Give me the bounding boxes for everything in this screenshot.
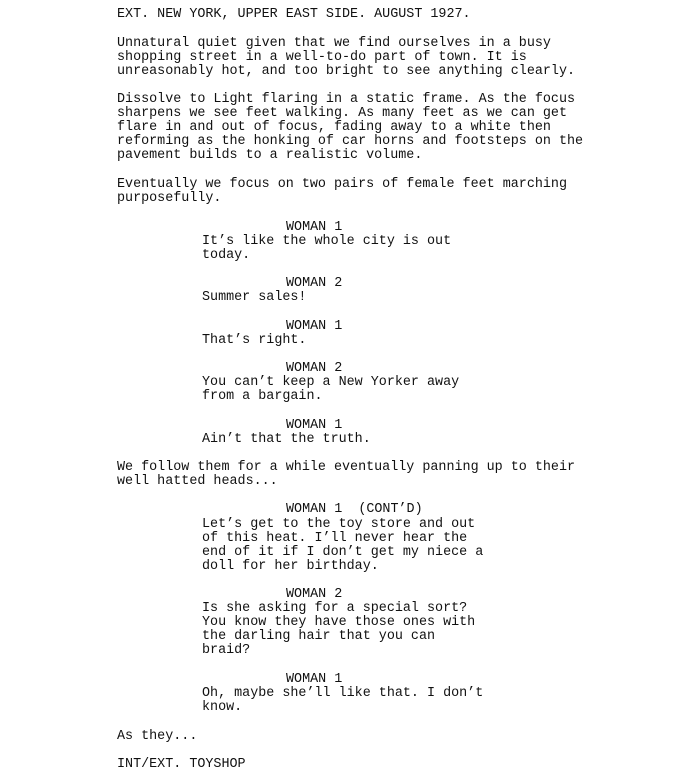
character-name: WOMAN 1 — [286, 672, 343, 687]
character-name: WOMAN 1 — [286, 319, 343, 334]
character-name: WOMAN 2 — [286, 587, 343, 602]
action-paragraph: We follow them for a while eventually panning up to their well hatted heads... — [117, 460, 576, 490]
character-name: WOMAN 1 — [286, 418, 343, 433]
dialogue-line: Let’s get to the toy store and out of this heat. I’ll never hear the end of it if I don’t get my niece a doll for her birthday. — [202, 517, 484, 575]
dialogue-line: Summer sales! — [202, 290, 307, 305]
character-name: WOMAN 1 — [286, 220, 343, 235]
action-paragraph: Unnatural quiet given that we find ourselves in a busy shopping street in a well-to-do part of town. It is unreasonably hot, and too bright to see anything clearly. — [117, 36, 576, 80]
action-paragraph: As they... — [117, 729, 198, 744]
action-paragraph: Dissolve to Light flaring in a static frame. As the focus sharpens we see feet walking. As many feet as we can get flare in and out of focus, fading away to a white then reforming as the honking of car horns and footsteps on the pavement builds to a realistic volume. — [117, 92, 584, 164]
character-name: WOMAN 2 — [286, 276, 343, 291]
dialogue-line: That’s right. — [202, 333, 307, 348]
dialogue-line: Oh, maybe she’ll like that. I don’t know. — [202, 686, 484, 716]
scene-heading: EXT. NEW YORK, UPPER EAST SIDE. AUGUST 1927. — [117, 7, 471, 22]
scene-heading: INT/EXT. TOYSHOP — [117, 757, 246, 772]
dialogue-line: Is she asking for a special sort? You know they have those ones with the darling hair that you can braid? — [202, 601, 476, 659]
character-name: WOMAN 2 — [286, 361, 343, 376]
dialogue-line: It’s like the whole city is out today. — [202, 234, 452, 264]
dialogue-line: You can’t keep a New Yorker away from a bargain. — [202, 375, 460, 405]
character-name: WOMAN 1 (CONT’D) — [286, 502, 423, 517]
action-paragraph: Eventually we focus on two pairs of female feet marching purposefully. — [117, 177, 567, 207]
dialogue-line: Ain’t that the truth. — [202, 432, 371, 447]
